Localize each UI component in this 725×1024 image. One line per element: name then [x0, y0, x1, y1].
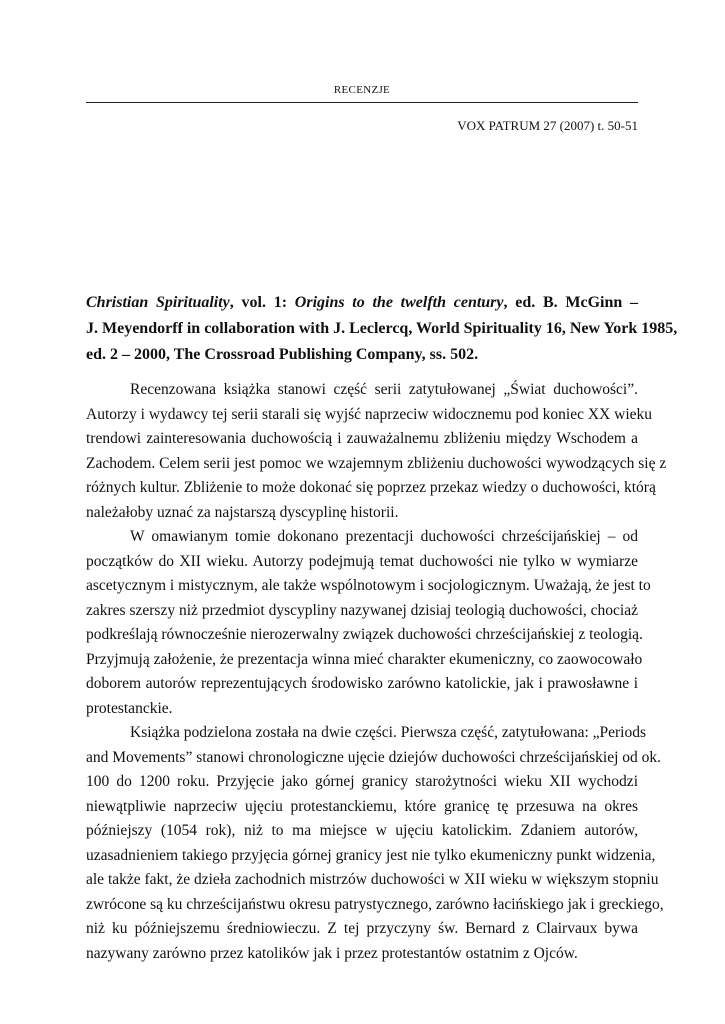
text-line: niż ku późniejszemu średniowieczu. Z tej przyczyny św. Bernard z Clairvaux bywa [86, 920, 638, 937]
text-line: zakres szerszy niż przedmiot dyscypliny nazywanej dzisiaj teologią duchowości, chociaż [86, 601, 638, 619]
review-title [86, 290, 678, 368]
paragraph [86, 378, 667, 525]
paragraph [86, 525, 651, 721]
paragraph [86, 721, 664, 966]
text-line: początków do XII wieku. Autorzy podejmują temat duchowości nie tylko w wymiarze [86, 552, 638, 570]
journal-reference: VOX PATRUM 27 (2007) t. 50-51 [457, 118, 638, 133]
text-line: należałoby uznać za najstarszą dyscyplinę historii. [86, 503, 399, 521]
text-line: ascetycznym i mistycznym, ale także wspólnotowym i socjologicznym. Uważają, że jest to [86, 577, 651, 594]
text-line: późniejszy (1054 rok), niż to ma miejsce w ujęciu katolickim. Zdaniem autorów, [86, 822, 638, 839]
book-subtitle: Origins to the twelfth century [294, 294, 504, 311]
review-title-line: ed. 2 – 2000, The Crossroad Publishing Company, ss. 502. [86, 346, 479, 363]
text-line: podkreślają równocześnie nierozerwalny związek duchowości chrześcijańskiej z teologią. [86, 626, 643, 643]
text-line: uzasadnieniem takiego przyjęcia górnej granicy jest nie tylko ekumeniczny punkt widzenia, [86, 846, 656, 864]
review-title-line [86, 290, 638, 316]
review-title-line: J. Meyendorff in collaboration with J. Leclercq, World Spirituality 16, New York 1985, [86, 320, 678, 337]
text-line: trendowi zainteresowania duchowością i zauważalnemu zbliżeniu między Wschodem a [86, 430, 638, 447]
text-line: Zachodem. Celem serii jest pomoc we wzajemnym zbliżeniu duchowości wywodzących się z [86, 454, 667, 472]
text-line: doborem autorów reprezentujących środowisko zarówno katolickie, jak i prawosławne i [86, 675, 638, 692]
review-body [86, 378, 667, 966]
text-line: 100 do 1200 roku. Przyjęcie jako górnej granicy starożytności wieku XII wychodzi [86, 773, 638, 790]
text-line: Książka podzielona została na dwie części. Pierwsza część, zatytułowana: „Periods [130, 724, 647, 741]
volume-label: , vol. 1: [229, 294, 295, 311]
text-line: Autorzy i wydawcy tej serii starali się wyjść naprzeciw widocznemu pod koniec XX wieku [86, 405, 653, 423]
text-line: zwrócone są ku chrześcijaństwu okresu patrystycznego, zarówno łacińskiego jak i greckiego, [86, 895, 664, 913]
text-line: różnych kultur. Zbliżenie to może dokonać się poprzez przekaz wiedzy o duchowości, którą [86, 479, 656, 496]
editor-info: , ed. B. McGinn – [503, 294, 639, 311]
text-line: niewątpliwie naprzeciw ujęciu protestanckiemu, które granicę tę przesuwa na okres [86, 797, 638, 815]
text-line: and Movements” stanowi chronologiczne ujęcie dziejów duchowości chrześcijańskiej od ok. [86, 748, 662, 766]
text-line: nazywany zarówno przez katolików jak i przez protestantów ostatnim z Ojców. [86, 944, 578, 962]
book-title: Christian Spirituality [86, 294, 230, 311]
text-line: W omawianym tomie dokonano prezentacji duchowości chrześcijańskiej – od [130, 528, 638, 545]
running-head: RECENZJE [333, 84, 391, 96]
text-line: Recenzowana książka stanowi część serii zatytułowanej „Świat duchowości”. [130, 381, 638, 398]
text-line: protestanckie. [86, 699, 173, 717]
text-line: Przyjmują założenie, że prezentacja winna mieć charakter ekumeniczny, co zaowocowało [86, 650, 643, 668]
text-line: ale także fakt, że dzieła zachodnich mistrzów duchowości w XII wieku w większym stopniu [86, 871, 659, 888]
header-rule [86, 102, 638, 103]
